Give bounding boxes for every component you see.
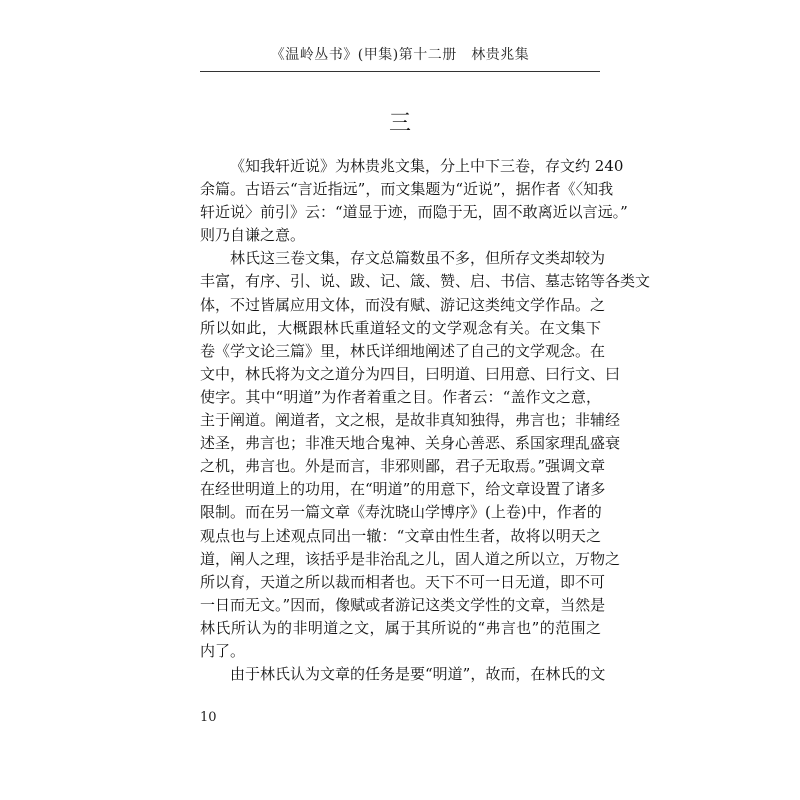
body-line: 道，阐人之理，该括乎是非治乱之儿，固人道之所以立，万物之 (200, 549, 621, 568)
body-line: 限制。而在另一篇文章《寿沈晓山学博序》(上卷)中，作者的 (200, 503, 602, 522)
body-text (200, 155, 651, 686)
body-line: 余篇。古语云“言近指远”，而文集题为“近说”，据作者《〈知我 (200, 180, 614, 199)
body-line: 所以如此，大概跟林氏重道轻文的文学观念有关。在文集下 (200, 318, 601, 337)
body-line: 林氏所认为的非明道之文，属于其所说的“弗言也”的范围之 (200, 618, 601, 637)
body-line: 内了。 (200, 641, 246, 660)
body-line: 述圣，弗言也；非准天地合鬼神、关身心善恶、系国家理乱盛衰 (200, 434, 621, 453)
page-number: 10 (200, 710, 217, 725)
running-head: 《温岭丛书》(甲集)第十二册 林贵兆集 (270, 47, 530, 63)
body-line: 之机，弗言也。外是而言，非邪则鄙，君子无取焉。”强调文章 (200, 457, 606, 476)
body-line: 《知我轩近说》为林贵兆文集，分上中下三卷，存文约 240 (230, 157, 624, 175)
body-line: 丰富，有序、引、说、跋、记、箴、赞、启、书信、墓志铭等各类文 (200, 272, 651, 291)
body-line: 在经世明道上的功用，在“明道”的用意下，给文章设置了诸多 (200, 480, 606, 499)
body-line: 使字。其中“明道”为作者着重之目。作者云：“盖作文之意， (200, 387, 601, 406)
body-line: 林氏这三卷文集，存文总篇数虽不多，但所存文类却较为 (230, 249, 606, 268)
body-line: 由于林氏认为文章的任务是要“明道”，故而，在林氏的文 (230, 665, 606, 684)
body-line: 文中，林氏将为文之道分为四目，曰明道、曰用意、曰行文、曰 (200, 364, 621, 383)
body-line: 卷《学文论三篇》里，林氏详细地阐述了自己的文学观念。在 (200, 341, 606, 360)
body-line: 一日而无文。”因而，像赋或者游记这类文学性的文章，当然是 (200, 595, 606, 614)
section-number: 三 (388, 111, 411, 136)
body-line: 观点也与上述观点同出一辙：“文章由性生者，故将以明天之 (200, 526, 601, 545)
body-line: 轩近说〉前引》云：“道显于迹，而隐于无，固不敢离近以言远。” (200, 203, 628, 222)
header-rule (200, 71, 600, 72)
body-line: 体，不过皆属应用文体，而没有赋、游记这类纯文学作品。之 (200, 295, 606, 314)
body-line: 则乃自谦之意。 (200, 226, 306, 245)
body-line: 所以育，天道之所以裁而相者也。天下不可一日无道，即不可 (200, 572, 606, 591)
body-line: 主于阐道。阐道者，文之根，是故非真知独得，弗言也；非辅经 (200, 411, 621, 430)
